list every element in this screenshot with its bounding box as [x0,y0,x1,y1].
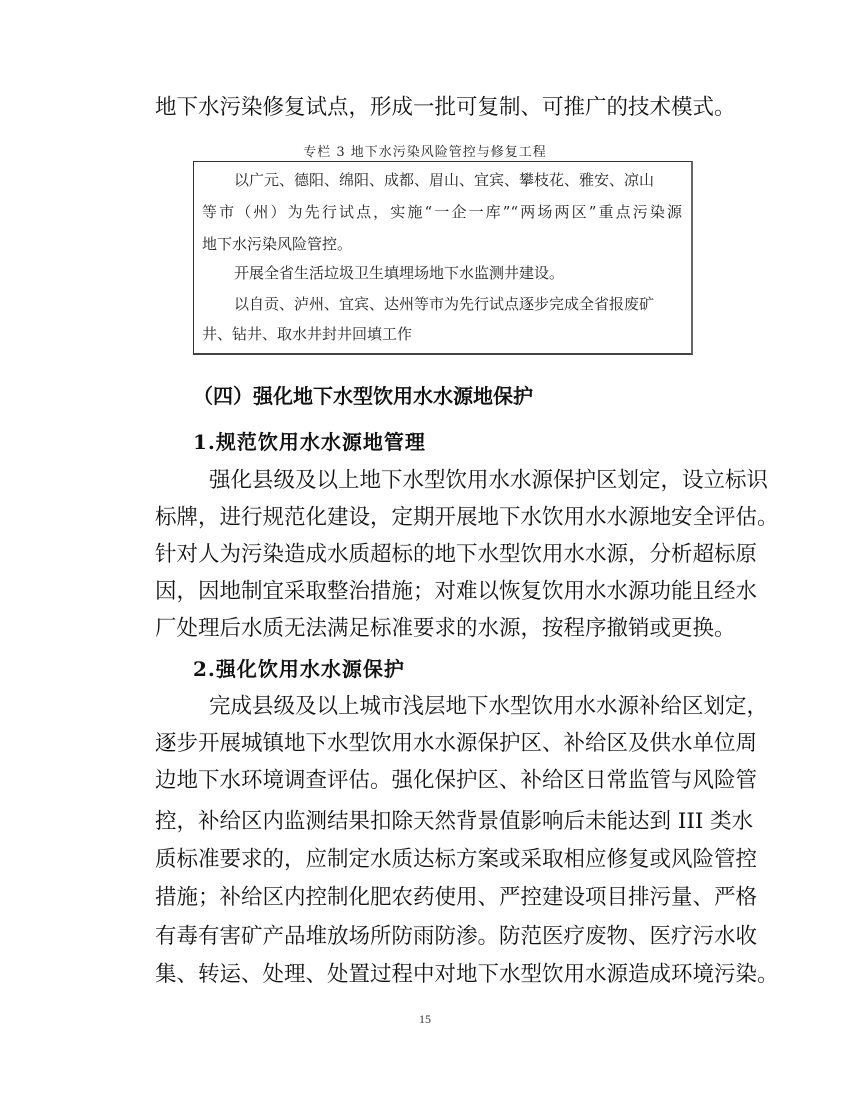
paragraph-line: 针对人为污染造成水质超标的地下水型饮用水水源，分析超标原 [155,542,758,567]
paragraph-line: 厂处理后水质无法满足标准要求的水源，按程序撤销或更换。 [155,616,736,641]
page-number: 15 [419,1012,431,1026]
box-line: 以自贡、泸州、宜宾、达州等市为先行试点逐步完成全省报废矿 [234,295,655,313]
paragraph-line: 质标准要求的，应制定水质达标方案或采取相应修复或风险管控 [155,847,758,872]
section-heading: （四）强化地下水型饮用水水源地保护 [193,384,533,408]
paragraph-line: 标牌，进行规范化建设，定期开展地下水饮用水水源地安全评估。 [155,505,779,530]
box-line: 开展全省生活垃圾卫生填埋场地下水监测井建设。 [234,264,565,282]
paragraph-line: 集、转运、处理、处置过程中对地下水型饮用水源造成环境污染。 [155,962,779,987]
box-line: 地下水污染风险管控。 [202,235,353,253]
paragraph-line: 边地下水环境调查评估。强化保护区、补给区日常监管与风险管 [155,768,758,793]
box-line: 以广元、德阳、绵阳、成都、眉山、宜宾、攀枝花、雅安、凉山 [234,171,655,189]
intro-paragraph-line: 地下水污染修复试点，形成一批可复制、可推广的技术模式。 [155,95,736,120]
subsection-heading: 1.规范饮用水水源地管理 [193,430,426,454]
box-caption: 专栏 3 地下水污染风险管控与修复工程 [303,145,547,160]
paragraph-line: 措施；补给区内控制化肥农药使用、严控建设项目排污量、严格 [155,885,758,910]
paragraph-line: 因，因地制宜采取整治措施；对难以恢复饮用水水源功能且经水 [155,579,758,604]
paragraph-line: 强化县级及以上地下水型饮用水水源保护区划定，设立标识 [209,468,769,493]
paragraph-line: 完成县级及以上城市浅层地下水型饮用水水源补给区划定， [209,694,769,719]
paragraph-line: 逐步开展城镇地下水型饮用水水源保护区、补给区及供水单位周 [155,731,758,756]
subsection-heading: 2.强化饮用水水源保护 [193,657,405,681]
box-line: 井、钻井、取水井封井回填工作 [202,325,413,343]
paragraph-line: 有毒有害矿产品堆放场所防雨防渗。防范医疗废物、医疗污水收 [155,924,758,949]
paragraph-line: 控，补给区内监测结果扣除天然背景值影响后未能达到 III 类水 [155,809,754,834]
box-line: 等市（州）为先行试点，实施“一企一库”“两场两区”重点污染源 [202,203,682,221]
feature-box [193,161,693,355]
